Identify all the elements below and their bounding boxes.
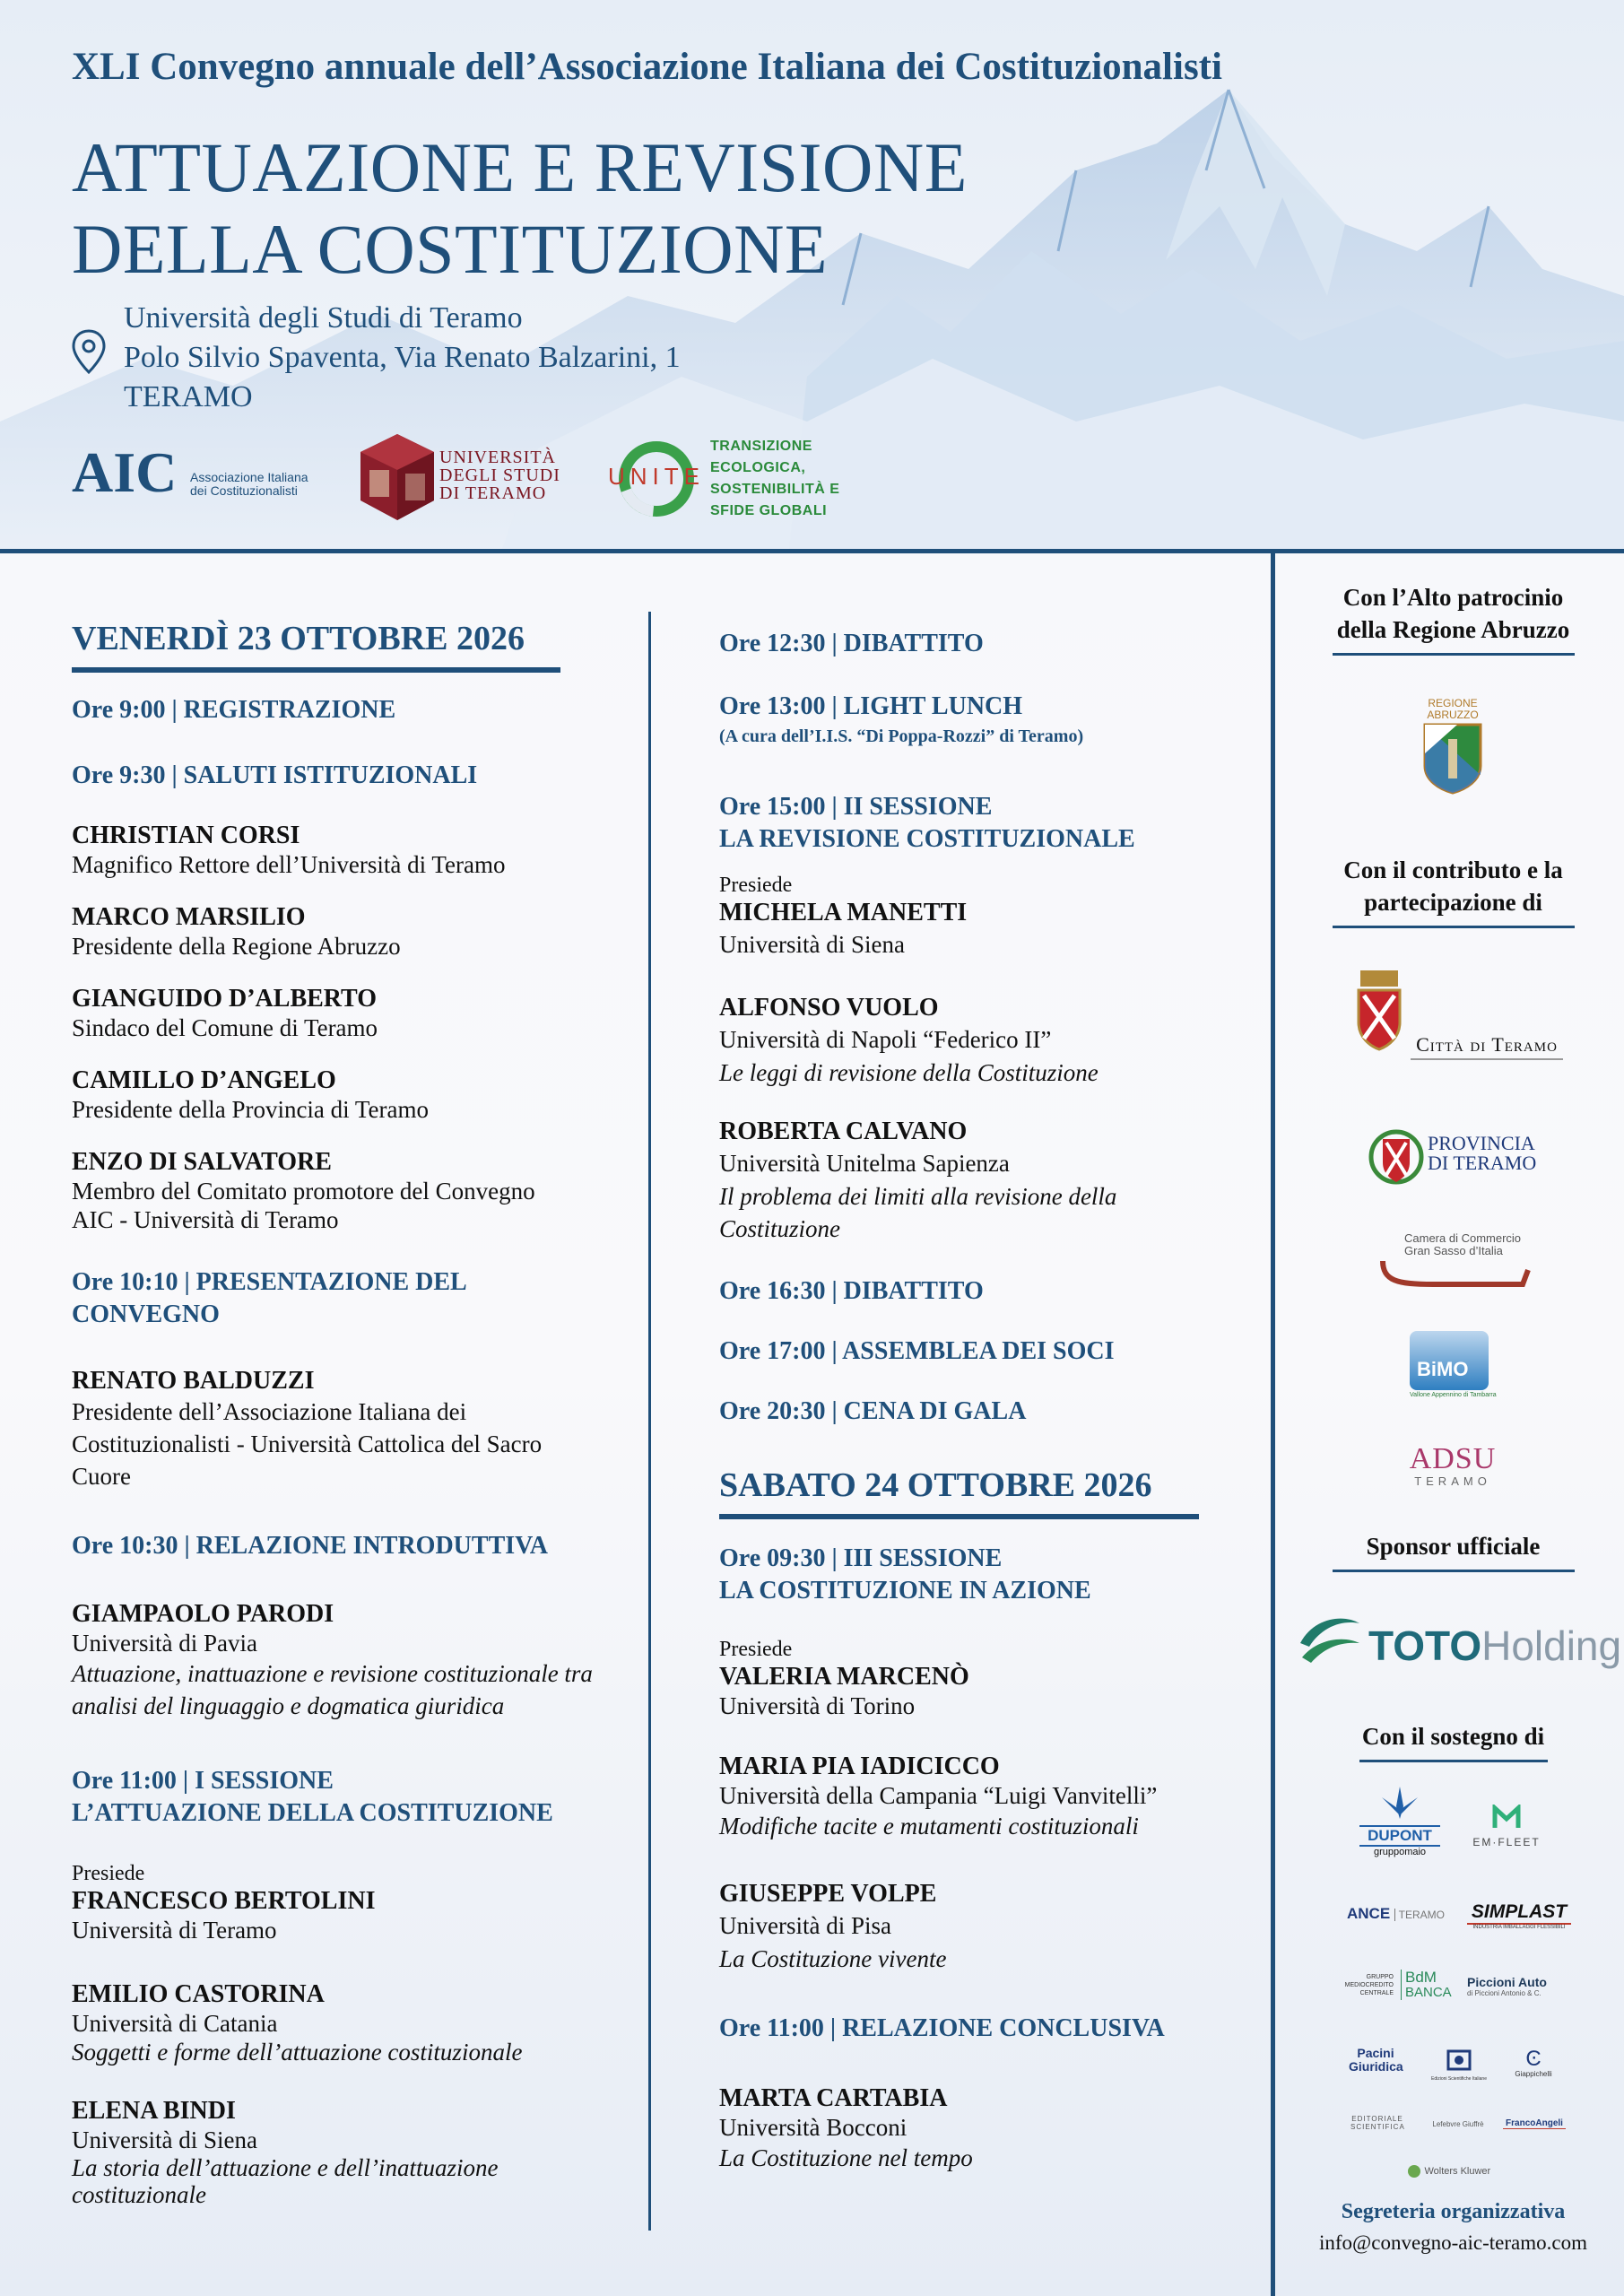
speaker-name: FRANCESCO BERTOLINI (72, 1887, 376, 1915)
unite-tag-3: SOSTENIBILITÀ E (710, 482, 840, 497)
speaker-name: VALERIA MARCENÒ (719, 1663, 969, 1691)
university-name-1: UNIVERSITÀ (439, 448, 556, 467)
support-heading: Con il sostegno di (1361, 1723, 1545, 1750)
speaker-role: Università di Teramo (72, 1917, 277, 1944)
contribution-rule (1333, 926, 1575, 928)
time-session-3: Ore 09:30 | III SESSIONE (719, 1544, 1003, 1572)
speaker-role: Università di Siena (719, 931, 905, 958)
presiede-label: Presiede (719, 874, 793, 897)
speaker-marsilio (72, 903, 401, 961)
session-3-title: LA COSTITUZIONE IN AZIONE (719, 1577, 1091, 1605)
provincia-line-1: PROVINCIA (1428, 1132, 1535, 1154)
emfleet-icon (1491, 1805, 1522, 1831)
speaker-name: ALFONSO VUOLO (719, 994, 939, 1022)
provincia-label (1428, 1134, 1536, 1173)
speaker-iadicicco (719, 1752, 1257, 1842)
camera-line-1: Camera di Commercio (1404, 1231, 1522, 1245)
simplast-text: SIMPLAST (1467, 1901, 1571, 1925)
talk-title: Modifiche tacite e mutamenti costituzionali (719, 1813, 1139, 1839)
francoangeli-text: FrancoAngeli (1503, 2118, 1566, 2129)
sponsor-section (1282, 1530, 1624, 1572)
giappichelli-text: Giappichelli (1515, 2070, 1552, 2078)
emfleet-text: EM·FLEET (1472, 1836, 1541, 1848)
address-line-1: Università degli Studi di Teramo (124, 301, 523, 335)
pacini-logo (1349, 2047, 1403, 2074)
toto-swoosh-icon (1297, 1611, 1363, 1674)
speaker-calvano (719, 1118, 1185, 1245)
pacini-text-2: Giuridica (1349, 2059, 1403, 2074)
toto-text-1: TOTO (1368, 1622, 1482, 1669)
camera-line-2: Gran Sasso d’Italia (1404, 1244, 1503, 1257)
time-relazione-conclusiva: Ore 11:00 | RELAZIONE CONCLUSIVA (719, 2014, 1165, 2042)
bim-text: BiMO (1417, 1358, 1469, 1380)
regione-shield-icon (1421, 721, 1484, 795)
provincia-crest-icon (1368, 1125, 1424, 1189)
talk-title: La Costituzione vivente (719, 1945, 947, 1972)
bdm-banca-text: BANCA (1405, 1985, 1452, 2000)
time-session-2: Ore 15:00 | II SESSIONE (719, 793, 993, 821)
lunch-note: (A cura dell’I.I.S. “Di Poppa-Rozzi” di Teramo) (719, 726, 1084, 746)
speaker-role: Magnifico Rettore dell’Università di Teramo (72, 851, 506, 878)
esi-emblem-icon (1446, 2048, 1472, 2072)
university-name-2: DEGLI STUDI (439, 465, 560, 485)
piccioni-text: Piccioni Auto (1467, 1975, 1547, 1989)
session-1-title: L’ATTUAZIONE DELLA COSTITUZIONE (72, 1799, 553, 1827)
speaker-role: Presidente della Regione Abruzzo (72, 933, 401, 960)
time-assemblea: Ore 17:00 | ASSEMBLEA DEI SOCI (719, 1337, 1115, 1365)
speaker-role: Università di Pavia (72, 1630, 257, 1657)
ance-subtitle: TERAMO (1394, 1909, 1445, 1921)
dupont-logo (1359, 1785, 1440, 1857)
speaker-bertolini (72, 1860, 375, 1944)
wolters-text: Wolters Kluwer (1424, 2165, 1491, 2177)
sponsor-heading: Sponsor ufficiale (1366, 1533, 1541, 1560)
speaker-role: Università di Napoli “Federico II” (719, 1026, 1052, 1053)
toto-holding-logo (1297, 1611, 1622, 1674)
speaker-name: MICHELA MANETTI (719, 899, 968, 926)
pacini-text-1: Pacini (1357, 2046, 1394, 2060)
address-line-2: Polo Silvio Spaventa, Via Renato Balzarini, 1 (124, 341, 681, 374)
adsu-logo (1403, 1444, 1502, 1488)
talk-title: Il problema dei limiti alla revisione della Costituzione (719, 1183, 1117, 1242)
speaker-balduzzi (72, 1367, 574, 1492)
patronage-rule (1333, 653, 1575, 656)
speaker-parodi (72, 1600, 610, 1722)
unite-logo-text: UNITE (608, 463, 705, 490)
aic-subtitle-2: dei Costituzionalisti (190, 483, 298, 498)
speaker-dangelo (72, 1066, 429, 1124)
speaker-dalberto (72, 985, 378, 1042)
time-saluti: Ore 9:30 | SALUTI ISTITUZIONALI (72, 761, 478, 789)
speaker-name: ROBERTA CALVANO (719, 1118, 968, 1145)
aic-logo-subtitle (190, 471, 308, 498)
citta-label: Città di Teramo (1411, 1033, 1563, 1060)
giappichelli-icon: Ͼ (1525, 2047, 1541, 2071)
simplast-logo (1467, 1901, 1571, 1930)
speaker-role: Università della Campania “Luigi Vanvitelli” (719, 1782, 1158, 1809)
speaker-corsi (72, 822, 505, 879)
speaker-marceno (719, 1636, 969, 1720)
main-title-line-2: DELLA COSTITUZIONE (72, 210, 829, 288)
contribution-line-2: partecipazione di (1364, 889, 1542, 916)
day1-heading: VENERDÌ 23 OTTOBRE 2026 (72, 619, 560, 673)
speaker-disalvatore (72, 1148, 538, 1234)
main-title-line-1: ATTUAZIONE E REVISIONE (72, 128, 968, 206)
editoriale-scientifica-text: EDITORIALE SCIENTIFICA (1350, 2115, 1405, 2131)
bdm-text: BdM (1405, 1969, 1437, 1986)
ance-logo (1347, 1905, 1455, 1923)
time-session-1: Ore 11:00 | I SESSIONE (72, 1767, 334, 1795)
unite-tag-4: SFIDE GLOBALI (710, 503, 828, 518)
emfleet-logo (1462, 1805, 1551, 1848)
provincia-line-2: DI TERAMO (1428, 1152, 1537, 1174)
giappichelli-logo (1507, 2048, 1560, 2078)
speaker-name: RENATO BALDUZZI (72, 1367, 315, 1395)
speaker-role: Università Unitelma Sapienza (719, 1150, 1010, 1177)
session-1-header (72, 1765, 553, 1830)
sponsor-sidebar (1282, 581, 1624, 656)
dupont-subtitle: gruppomaio (1373, 1847, 1427, 1857)
talk-title: La storia dell’attuazione e dell’inattuazione costituzionale (72, 2154, 499, 2208)
toto-text (1368, 1622, 1621, 1670)
speaker-role: Università di Catania (72, 2010, 278, 2037)
esi-text: Edizioni Scientifiche Italiane (1431, 2076, 1487, 2082)
time-dibattito-1: Ore 12:30 | DIBATTITO (719, 630, 984, 657)
session-2-header (719, 791, 1135, 856)
aic-logo-text: AIC (72, 440, 178, 504)
secretariat-block (1282, 2200, 1624, 2255)
header-banner (0, 0, 1624, 549)
day2-heading: SABATO 24 OTTOBRE 2026 (719, 1465, 1199, 1519)
speaker-name: ENZO DI SALVATORE (72, 1148, 332, 1176)
unite-tag-1: TRANSIZIONE (710, 439, 812, 454)
bdm-group-text: GRUPPO MEDIOCREDITO CENTRALE (1344, 1974, 1394, 1996)
piccioni-logo (1467, 1975, 1575, 1997)
bim-subtitle: Vallone Appennino di Tambarra (1410, 1392, 1497, 1398)
talk-title: Le leggi di revisione della Costituzione (719, 1059, 1099, 1086)
unite-tagline (710, 436, 839, 522)
bim-logo (1410, 1331, 1496, 1398)
speaker-name: MARCO MARSILIO (72, 903, 306, 931)
speaker-role: Università di Siena (72, 2126, 257, 2153)
wolters-logo (1408, 2163, 1507, 2179)
esi-logo (1431, 2048, 1487, 2082)
presiede-label: Presiede (719, 1638, 793, 1661)
address-line-3: TERAMO (124, 380, 253, 413)
university-cube-icon (357, 430, 438, 524)
ance-text: ANCE (1347, 1905, 1391, 1922)
citta-crest-icon (1351, 969, 1407, 1051)
regione-abruzzo-logo (1412, 698, 1493, 799)
time-cena: Ore 20:30 | CENA DI GALA (719, 1397, 1027, 1425)
university-name-3: DI TERAMO (439, 483, 547, 503)
talk-title: Soggetti e forme dell’attuazione costituzionale (72, 2039, 523, 2066)
talk-title: La Costituzione nel tempo (719, 2144, 973, 2171)
speaker-cartabia (719, 2084, 973, 2174)
time-dibattito-2: Ore 16:30 | DIBATTITO (719, 1277, 984, 1305)
camera-wave-icon (1379, 1257, 1532, 1288)
speaker-name: GIANGUIDO D’ALBERTO (72, 985, 377, 1013)
toto-text-2: Holding (1481, 1622, 1622, 1669)
lefebvre-text: Lefebvre Giuffrè (1432, 2120, 1484, 2128)
dupont-text: DUPONT (1359, 1825, 1440, 1847)
speaker-role: Università di Torino (719, 1692, 916, 1719)
speaker-vuolo (719, 994, 1099, 1089)
speaker-name: GIUSEPPE VOLPE (719, 1880, 937, 1908)
contribution-line-1: Con il contributo e la (1343, 857, 1563, 883)
time-registrazione: Ore 9:00 | REGISTRAZIONE (72, 696, 396, 724)
adsu-subtitle: TERAMO (1414, 1474, 1491, 1488)
camera-label (1404, 1232, 1532, 1257)
speaker-bindi (72, 2097, 574, 2208)
sponsor-rule (1333, 1570, 1575, 1572)
regione-logo-text-2: ABRUZZO (1427, 709, 1479, 721)
speaker-name: MARIA PIA IADICICCO (719, 1752, 1000, 1780)
speaker-name: GIAMPAOLO PARODI (72, 1600, 334, 1628)
university-name (439, 448, 560, 502)
presiede-label: Presiede (72, 1862, 145, 1885)
location-pin-icon (70, 328, 108, 375)
header-divider (0, 549, 1624, 553)
speaker-name: EMILIO CASTORINA (72, 1980, 325, 2008)
session-2-title: LA REVISIONE COSTITUZIONALE (719, 825, 1135, 853)
lunch-block (719, 691, 1083, 750)
talk-title: Attuazione, inattuazione e revisione costituzionale tra analisi del linguaggio e dogmatica giuridica (72, 1660, 593, 1719)
sidebar-divider (1271, 549, 1275, 2296)
speaker-castorina (72, 1980, 522, 2066)
regione-logo-text-1: REGIONE (1428, 697, 1478, 709)
dupont-flower-icon (1373, 1785, 1427, 1821)
speaker-role: Università di Pisa (719, 1912, 891, 1939)
speaker-name: MARTA CARTABIA (719, 2084, 948, 2112)
patronage-line-2: della Regione Abruzzo (1336, 616, 1570, 643)
bdm-logo (1401, 1970, 1459, 2000)
speaker-volpe (719, 1880, 946, 1975)
speaker-name: CHRISTIAN CORSI (72, 822, 300, 849)
aic-subtitle-1: Associazione Italiana (190, 470, 308, 484)
speaker-manetti (719, 872, 967, 961)
patronage-line-1: Con l’Alto patrocinio (1342, 584, 1564, 611)
adsu-text: ADSU (1409, 1442, 1497, 1475)
camera-commercio-logo (1379, 1232, 1532, 1292)
time-presentazione: Ore 10:10 | PRESENTAZIONE DEL CONVEGNO (72, 1268, 466, 1328)
support-rule (1359, 1760, 1548, 1762)
session-3-header (719, 1543, 1091, 1607)
simplast-subtitle: INDUSTRIA IMBALLAGGI FLESSIBILI (1472, 1925, 1566, 1930)
wolters-icon (1408, 2165, 1420, 2178)
contribution-heading (1282, 854, 1624, 918)
time-relazione-introduttiva: Ore 10:30 | RELAZIONE INTRODUTTIVA (72, 1532, 548, 1560)
speaker-role: Università Bocconi (719, 2114, 908, 2141)
patronage-heading (1282, 581, 1624, 646)
support-section (1282, 1720, 1624, 1762)
speaker-role: Sindaco del Comune di Teramo (72, 1014, 378, 1041)
citta-teramo-logo (1345, 969, 1569, 1060)
conference-line: XLI Convegno annuale dell’Associazione Italiana dei Costituzionalisti (72, 46, 1222, 88)
piccioni-subtitle: di Piccioni Antonio & C. (1467, 1989, 1541, 1997)
speaker-role: Presidente della Provincia di Teramo (72, 1096, 429, 1123)
time-lunch: Ore 13:00 | LIGHT LUNCH (719, 692, 1023, 720)
speaker-role: Presidente dell’Associazione Italiana dei Costituzionalisti - Università Cattolica del Sacro Cuore (72, 1398, 543, 1490)
unite-tag-2: ECOLOGICA, (710, 460, 806, 475)
secretariat-email: info@convegno-aic-teramo.com (1319, 2231, 1587, 2254)
speaker-name: ELENA BINDI (72, 2097, 236, 2125)
secretariat-label: Segreteria organizzativa (1341, 2200, 1566, 2223)
bim-badge (1410, 1331, 1489, 1390)
speaker-role: Membro del Comitato promotore del Convegno AIC - Università di Teramo (72, 1178, 535, 1233)
contribution-section (1282, 854, 1624, 928)
column-divider (648, 612, 651, 2231)
speaker-name: CAMILLO D’ANGELO (72, 1066, 336, 1094)
program-column-left (72, 619, 628, 2208)
